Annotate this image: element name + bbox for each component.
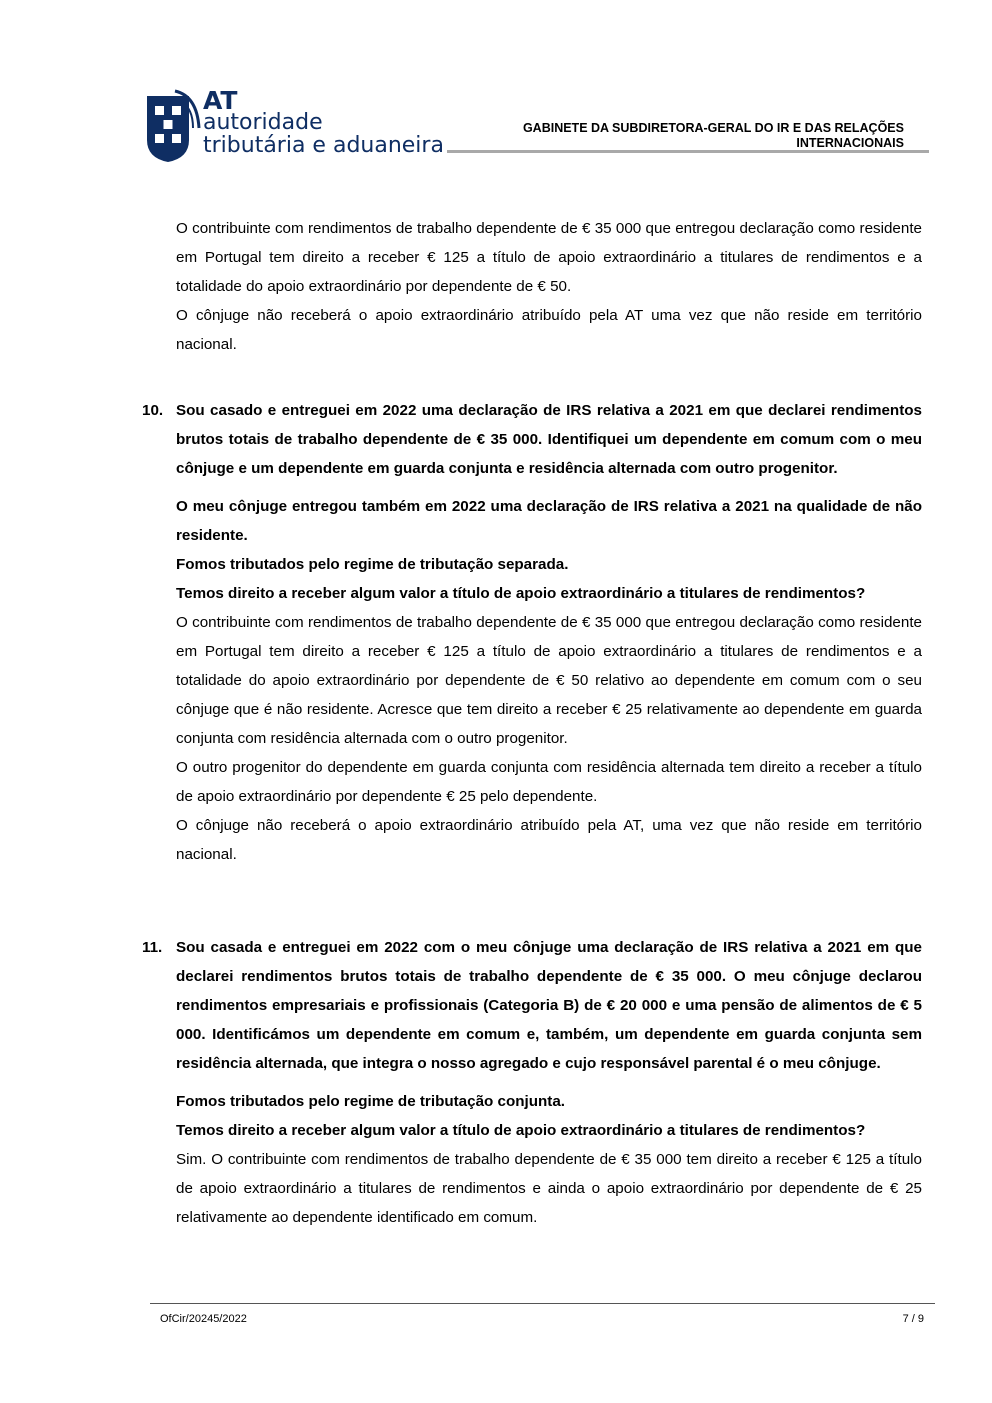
question-11-bold-2: Temos direito a receber algum valor a título de apoio extraordinário a titulares de rendimentos? (176, 1122, 866, 1139)
question-11-answer-1: Sim. O contribuinte com rendimentos de trabalho dependente de € 35 000 tem direito a receber € 125 a título de apoio extraordinário a titulares de rendimentos e ainda o apoio extraordinário por dependente de € 25 relativamente ao dependente identificado em comum. (176, 1151, 922, 1226)
question-11-number: 11. (142, 939, 163, 956)
question-11-bold-1: Fomos tributados pelo regime de tributação conjunta. (176, 1093, 566, 1110)
header-office: GABINETE DA SUBDIRETORA-GERAL DO IR E DAS RELAÇÕES INTERNACIONAIS (522, 121, 904, 150)
question-10-bold-2: Fomos tributados pelo regime de tributação separada. (176, 556, 569, 573)
question-10-text: Sou casado e entreguei em 2022 uma declaração de IRS relativa a 2021 em que declarei rendimentos brutos totais de trabalho dependente de € 35 000. Identifiquei um dependente em comum com o meu cônjuge e um dependente em guarda conjunta e residência alternada com outro progenitor. (176, 402, 922, 477)
at-logo (145, 86, 444, 163)
footer-rule (150, 1303, 935, 1304)
question-10-number: 10. (142, 402, 164, 419)
logo-line-3: tributária e aduaneira (203, 133, 444, 158)
question-10-block (176, 396, 922, 869)
at-shield-icon (145, 88, 201, 163)
question-10-bold-3: Temos direito a receber algum valor a título de apoio extraordinário a titulares de rendimentos? (176, 585, 866, 602)
question-11-text: Sou casada e entreguei em 2022 com o meu cônjuge uma declaração de IRS relativa a 2021 em que declarei rendimentos brutos totais de trabalho dependente de € 35 000. O meu cônjuge declarou rendimentos empresariais e profissionais (Categoria B) de € 20 000 e uma pensão de alimentos de € 5 000. Identificámos um dependente em comum e, também, um dependente em guarda conjunta sem residência alternada, que integra o nosso agregado e cujo responsável parental é o meu cônjuge. (176, 939, 922, 1072)
footer-page-number: 7 / 9 (902, 1313, 924, 1325)
footer-reference: OfCir/20245/2022 (160, 1313, 247, 1325)
logo-line-1: AT (203, 86, 238, 115)
header-rule (447, 150, 929, 153)
intro-paragraph-1: O contribuinte com rendimentos de trabalho dependente de € 35 000 que entregou declaração como residente em Portugal tem direito a receber € 125 a título de apoio extraordinário a titulares de rendimentos e a totalidade do apoio extraordinário por dependente de € 50. (176, 220, 922, 295)
intro-block (176, 214, 922, 359)
question-10-bold-1: O meu cônjuge entregou também em 2022 uma declaração de IRS relativa a 2021 na qualidade de não residente. (176, 498, 922, 544)
question-10-answer-2: O outro progenitor do dependente em guarda conjunta com residência alternada tem direito a receber a título de apoio extraordinário por dependente € 25 pelo dependente. (176, 759, 922, 805)
question-10-answer-1: O contribuinte com rendimentos de trabalho dependente de € 35 000 que entregou declaração como residente em Portugal tem direito a receber € 125 a título de apoio extraordinário a titulares de rendimentos e a totalidade do apoio extraordinário por dependente de € 50 relativo ao dependente em comum com o seu cônjuge que é não residente. Acresce que tem direito a receber € 25 relativamente ao dependente em guarda conjunta com residência alternada com o outro progenitor. (176, 614, 922, 747)
logo-line-2: autoridade (203, 110, 323, 135)
question-11-block (176, 933, 922, 1232)
question-10-answer-3: O cônjuge não receberá o apoio extraordinário atribuído pela AT, uma vez que não reside em território nacional. (176, 817, 922, 863)
intro-paragraph-2: O cônjuge não receberá o apoio extraordinário atribuído pela AT uma vez que não reside em território nacional. (176, 307, 922, 353)
